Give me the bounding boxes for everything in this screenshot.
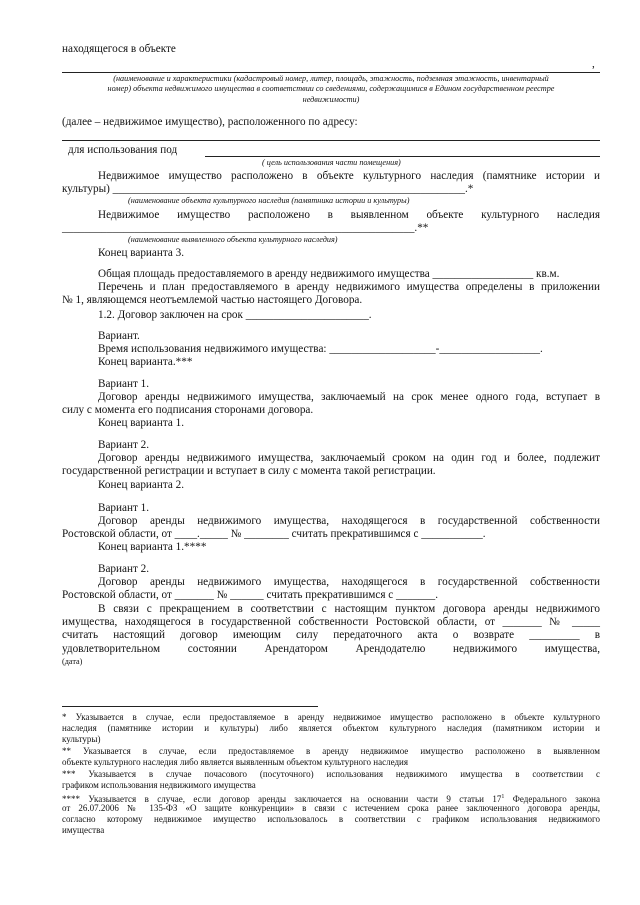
variant2-line-b: государственной регистрации и вступает в силу с момента такой регистрации.	[62, 465, 436, 477]
heritage-line-3: Недвижимое имущество расположено в выявленном объекте культурного наследия	[98, 209, 600, 221]
footnote-4-a-post: Федерального закона	[504, 794, 600, 804]
list-line-2: № 1, являющемся неотъемлемой частью настоящего Договора.	[62, 294, 363, 306]
variant1b-line-b: Ростовской области, от ____._____ № ________ считать прекратившимся с ___________.	[62, 528, 486, 540]
use-for-label: для использования под	[68, 144, 178, 156]
comma: ,	[592, 58, 595, 70]
heritage-hint-2: (наименование выявленного объекта культурного наследия)	[128, 235, 338, 244]
heritage-line-2: культуры) _______________________________________________________________.*	[62, 183, 474, 195]
variant2-end: Конец варианта 2.	[98, 479, 185, 491]
footnote-separator	[62, 706, 318, 707]
object-hint-1: (наименование и характеристики (кадастровый номер, литер, площадь, этажность, подземная этажность, инвентарный	[113, 74, 549, 83]
variant1b-end: Конец варианта 1.****	[98, 541, 207, 553]
end-variant-3: Конец варианта 3.	[98, 247, 185, 259]
variant1-line-a: Договор аренды недвижимого имущества, заключаемый на срок менее одного года, вступает в	[98, 391, 600, 403]
variant2b-line-d: имущества, находящегося в государственной собственности Ростовской области, от _______ № _____	[62, 616, 600, 628]
footnote-2-b: объекте культурного наследия либо является выявленным объектом культурного наследия	[62, 757, 408, 767]
footnote-3-a: *** Указывается в случае почасового (посуточного) использования недвижимого имущества в соответствии с	[62, 769, 600, 779]
variant2-line-a: Договор аренды недвижимого имущества, заключаемый сроком на один год и более, подлежит	[98, 452, 600, 464]
footnote-4-a-sup: 1	[501, 794, 505, 800]
variant1b-title: Вариант 1.	[98, 502, 150, 514]
date-hint: (дата)	[62, 657, 83, 666]
variant2b-line-b: Ростовской области, от _______ № ______ считать прекратившимся с _______.	[62, 589, 439, 601]
address-label: (далее – недвижимое имущество), расположенного по адресу:	[62, 116, 358, 128]
variant2b-line-a: Договор аренды недвижимого имущества, находящегося в государственной собственности	[98, 576, 600, 588]
located-label: находящегося в объекте	[62, 43, 176, 55]
variant1-line-b: силу с момента его подписания сторонами договора.	[62, 404, 314, 416]
list-line-1: Перечень и план предоставляемого в аренду недвижимого имущества определены в приложении	[98, 281, 600, 293]
variant1b-line-a: Договор аренды недвижимого имущества, находящегося в государственной собственности	[98, 515, 600, 527]
variant1-end: Конец варианта 1.	[98, 417, 185, 429]
footnote-1-a: * Указывается в случае, если предоставляемое в аренду недвижимое имущество расположено в объекте культурного	[62, 712, 600, 722]
variant1-title: Вариант 1.	[98, 378, 150, 390]
footnote-4-b: от 26.07.2006 № 135-ФЗ «О защите конкуренции» в связи с истечением срока ранее заключенного договора аренды,	[62, 803, 600, 813]
heritage-line-1: Недвижимое имущество расположено в объекте культурного наследия (памятнике истории и	[98, 170, 600, 182]
object-line	[62, 72, 600, 73]
footnote-4-c: согласно которому недвижимое имущество использовалось в соответствии с графиком использования недвижимого	[62, 814, 600, 824]
variant-time-end: Конец варианта.***	[98, 356, 193, 368]
term-line: 1.2. Договор заключен на срок ______________________.	[98, 309, 372, 321]
footnote-4-d: имущества	[62, 825, 105, 835]
address-line	[62, 140, 600, 141]
variant2b-title: Вариант 2.	[98, 563, 150, 575]
footnote-2-a: ** Указывается в случае, если предоставляемое в аренду недвижимое имущество расположено в выявленном	[62, 746, 600, 756]
variant-time-text: Время использования недвижимого имущества: ___________________-__________________.	[98, 343, 543, 355]
variant2b-line-c: В связи с прекращением в соответствии с настоящим пунктом договора аренды недвижимого	[98, 603, 600, 615]
object-hint-3: недвижимости)	[302, 95, 360, 104]
footnote-3-b: графиком использования недвижимого имущества	[62, 780, 256, 790]
footnote-4-a-pre: **** Указывается в случае, если договор аренды заключается на основании части 9 статьи 17	[62, 794, 502, 804]
area-line: Общая площадь предоставляемого в аренду недвижимого имущества __________________ кв.м.	[98, 268, 560, 280]
footnote-1-c: культуры)	[62, 734, 101, 744]
use-hint: ( цель использования части помещения)	[262, 158, 401, 167]
variant2b-line-e: считать настоящий договор имеющим силу передаточного акта о возврате _________ в	[62, 629, 600, 641]
object-hint-2: номер) объекта недвижимого имущества в соответствии со сведениями, содержащимися в Едином государственном реестре	[107, 84, 555, 93]
variant-time-title: Вариант.	[98, 330, 140, 342]
variant2-title: Вариант 2.	[98, 439, 150, 451]
variant2b-line-f: удовлетворительном состоянии Арендатором Арендодателю недвижимого имущества,	[62, 643, 600, 655]
heritage-hint: (наименование объекта культурного наследия (памятника истории и культуры)	[128, 196, 410, 205]
heritage-line-4: _______________________________________________________________.**	[62, 222, 429, 234]
use-line	[205, 156, 600, 157]
footnote-1-b: наследия (памятнике истории и культуры) либо является объектом культурного наследия (памятником истории и	[62, 723, 600, 733]
